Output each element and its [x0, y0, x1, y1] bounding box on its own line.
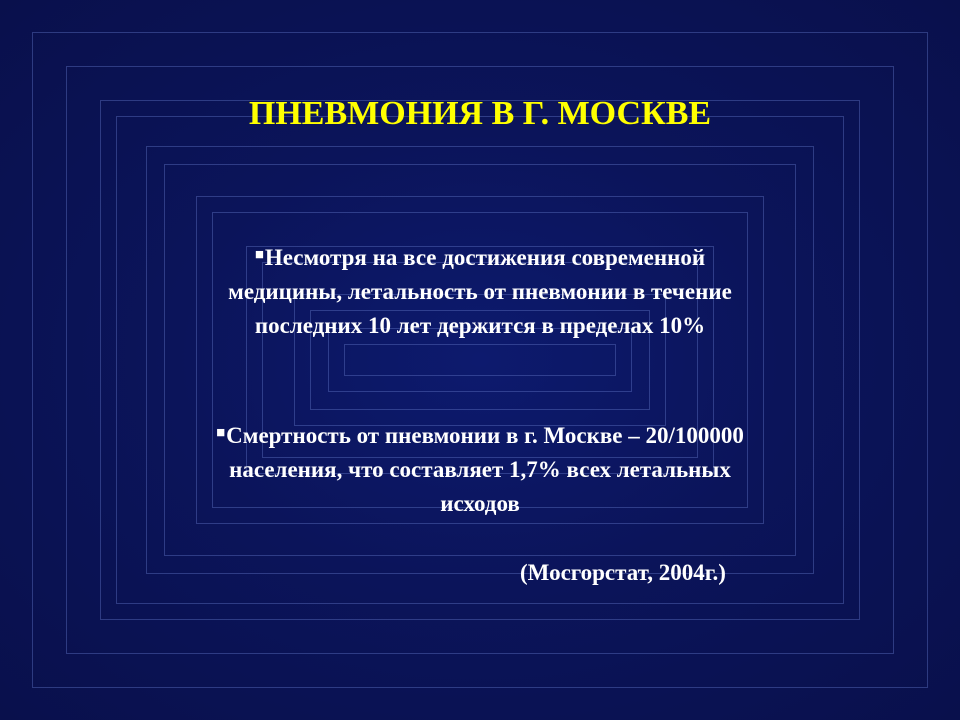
- decorative-frame: [100, 100, 860, 620]
- bullet-text: Смертность от пневмонии в г. Москве – 20/100000: [226, 423, 744, 448]
- bullet-line: [120, 238, 840, 275]
- bullet-item: [120, 238, 840, 343]
- bullet-line: исходов: [440, 491, 520, 516]
- bullet-line: медицины, летальность от пневмонии в течение: [228, 279, 732, 304]
- bullet-item: [120, 416, 840, 521]
- decorative-frame: [344, 344, 616, 376]
- bullet-text: Несмотря на все достижения современной: [264, 245, 706, 270]
- bullet-line: [120, 416, 840, 453]
- square-bullet-icon: ■: [254, 247, 264, 263]
- bullet-line: населения, что составляет 1,7% всех летальных: [229, 457, 731, 482]
- bullet-line: последних 10 лет держится в пределах 10%: [254, 313, 706, 338]
- source-citation: (Мосгорстат, 2004г.): [520, 560, 726, 585]
- slide-title: ПНЕВМОНИЯ В Г. МОСКВЕ: [248, 95, 712, 132]
- square-bullet-icon: ■: [216, 425, 226, 441]
- decorative-frame: [116, 116, 844, 604]
- decorative-frame: [66, 66, 894, 654]
